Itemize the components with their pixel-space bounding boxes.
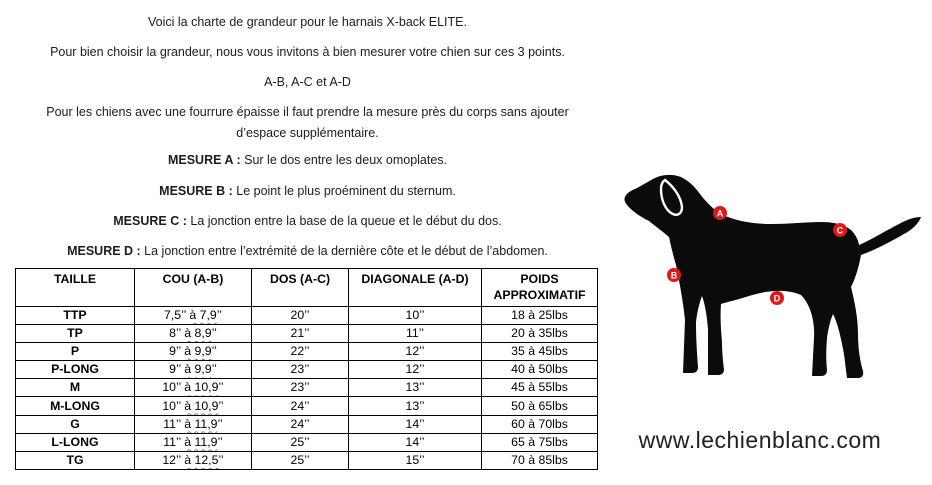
cou-pre: 10’’ xyxy=(162,380,185,395)
cou-pre: 9’’ xyxy=(169,362,185,377)
dog-diagram xyxy=(613,158,932,408)
cell-poids: 50 à 65lbs xyxy=(482,397,598,415)
cou-misspell: à 10,9 xyxy=(184,398,219,413)
measure-b-text: Le point le plus proéminent du sternum. xyxy=(232,184,456,198)
measure-b-label: MESURE B : xyxy=(159,184,233,198)
cell-poids: 20 à 35lbs xyxy=(482,325,598,343)
cell-taille: TG xyxy=(16,451,135,469)
cell-dos: 25’’ xyxy=(252,433,349,451)
cell-cou xyxy=(135,361,252,379)
table-row xyxy=(16,343,598,361)
marker-c xyxy=(833,223,847,237)
cell-diagonale: 11’’ xyxy=(349,325,482,343)
cou-post: ’’ xyxy=(218,380,224,395)
intro-line-2: Pour bien choisir la grandeur, nous vous invitons à bien mesurer votre chien sur ces 3 points. xyxy=(50,45,565,59)
cell-cou xyxy=(135,451,252,469)
size-table xyxy=(15,268,598,470)
marker-d-label: D xyxy=(773,293,781,304)
cell-diagonale: 14’’ xyxy=(349,415,482,433)
table-header-row xyxy=(16,269,598,307)
cou-misspell: à 11,9 xyxy=(184,434,218,449)
cell-taille: L-LONG xyxy=(16,433,135,451)
cell-dos: 24’’ xyxy=(252,397,349,415)
cou-misspell: à 12,5 xyxy=(184,452,219,467)
website-url: www.lechienblanc.com xyxy=(638,427,882,453)
cell-cou xyxy=(135,433,252,451)
cell-cou xyxy=(135,325,252,343)
cell-diagonale: 14’’ xyxy=(349,433,482,451)
cell-dos: 21’’ xyxy=(252,325,349,343)
header-cou: COU (A-B) xyxy=(135,269,252,307)
cou-misspell: à 10,9 xyxy=(184,380,219,395)
cell-taille: M-LONG xyxy=(16,397,135,415)
cell-dos: 23’’ xyxy=(252,361,349,379)
cell-taille: TTP xyxy=(16,307,135,325)
cou-post: ’’ xyxy=(216,308,222,323)
header-dos: DOS (A-C) xyxy=(252,269,349,307)
intro-line-4-text: Pour les chiens avec une fourrure épaisse il faut prendre la mesure près du corps sans ajouter d’espace supplémentaire. xyxy=(46,105,569,140)
cell-taille: TP xyxy=(16,325,135,343)
cell-poids: 45 à 55lbs xyxy=(482,379,598,397)
marker-a-label: A xyxy=(716,208,724,219)
cell-cou xyxy=(135,379,252,397)
cell-taille: P-LONG xyxy=(16,361,135,379)
cell-dos: 25’’ xyxy=(252,451,349,469)
cell-dos: 24’’ xyxy=(252,415,349,433)
intro-line-1: Voici la charte de grandeur pour le harnais X-back ELITE. xyxy=(148,15,467,29)
measure-a-label: MESURE A : xyxy=(167,153,241,167)
table-row xyxy=(16,307,598,325)
cou-pre: 9’’ xyxy=(169,344,185,359)
cell-diagonale: 13’’ xyxy=(349,379,482,397)
measure-c-text: La jonction entre la base de la queue et le début du dos. xyxy=(186,214,502,228)
cell-poids: 70 à 85lbs xyxy=(482,451,598,469)
cell-cou xyxy=(135,415,252,433)
measure-d-text: La jonction entre l’extrémité de la dernière côte et le début de l’abdomen. xyxy=(140,244,548,258)
cell-cou xyxy=(135,307,252,325)
cell-taille: G xyxy=(16,415,135,433)
table-row xyxy=(16,415,598,433)
cell-cou xyxy=(135,397,252,415)
cell-dos: 22’’ xyxy=(252,343,349,361)
cell-taille: P xyxy=(16,343,135,361)
cell-dos: 23’’ xyxy=(252,379,349,397)
cell-poids: 60 à 70lbs xyxy=(482,415,598,433)
cou-post: ’’ xyxy=(211,362,217,377)
cou-post: ’’ xyxy=(217,416,223,431)
cell-diagonale: 10’’ xyxy=(349,307,482,325)
cou-post: ’’ xyxy=(217,434,223,449)
marker-d xyxy=(770,291,784,305)
table-row xyxy=(16,397,598,415)
cell-taille: M xyxy=(16,379,135,397)
cell-poids: 40 à 50lbs xyxy=(482,361,598,379)
cell-poids: 65 à 75lbs xyxy=(482,433,598,451)
marker-c-label: C xyxy=(836,225,844,236)
table-row xyxy=(16,433,598,451)
cou-pre: 11’’ xyxy=(163,416,185,431)
cell-diagonale: 13’’ xyxy=(349,397,482,415)
table-row xyxy=(16,361,598,379)
measure-a-line xyxy=(0,150,615,171)
table-row xyxy=(16,325,598,343)
cou-pre: 10’’ xyxy=(162,398,185,413)
cell-poids: 18 à 25lbs xyxy=(482,307,598,325)
cou-post: ’’ xyxy=(211,344,217,359)
cou-pre: 8’’ xyxy=(169,326,185,341)
cou-misspell: à 9,9 xyxy=(184,344,212,359)
cou-post: ’’ xyxy=(211,326,217,341)
cell-diagonale: 12’’ xyxy=(349,343,482,361)
measure-a-text: Sur le dos entre les deux omoplates. xyxy=(240,153,448,167)
cou-misspell: à 7,9 xyxy=(189,308,217,323)
cou-pre: 12’’ xyxy=(162,452,185,467)
header-poids: POIDS APPROXIMATIF xyxy=(482,269,598,307)
measure-b-line xyxy=(0,181,615,202)
intro-line-3: A-B, A-C et A-D xyxy=(264,75,351,89)
cou-misspell: à 9,9 xyxy=(184,362,212,377)
marker-b-label: B xyxy=(670,270,678,281)
header-taille: TAILLE xyxy=(16,269,135,307)
measure-d-line xyxy=(0,241,615,262)
cou-post: ’’ xyxy=(218,398,224,413)
dog-silhouette-svg xyxy=(613,158,932,408)
cou-misspell: à 8,9 xyxy=(184,326,212,341)
table-row xyxy=(16,379,598,397)
intro-line-4 xyxy=(0,102,615,144)
cell-diagonale: 12’’ xyxy=(349,361,482,379)
measure-d-label: MESURE D : xyxy=(67,244,141,258)
cell-cou xyxy=(135,343,252,361)
cou-post: ’’ xyxy=(218,452,224,467)
measure-c-label: MESURE C : xyxy=(113,214,187,228)
cell-dos: 20’’ xyxy=(252,307,349,325)
marker-b xyxy=(667,268,681,282)
cou-pre: 7,5’’ xyxy=(164,308,190,323)
cou-pre: 11’’ xyxy=(163,434,185,449)
cell-diagonale: 15’’ xyxy=(349,451,482,469)
cou-misspell: à 11,9 xyxy=(184,416,218,431)
table-row xyxy=(16,451,598,469)
marker-a xyxy=(713,206,727,220)
cell-poids: 35 à 45lbs xyxy=(482,343,598,361)
measure-c-line xyxy=(0,211,615,232)
header-diagonale: DIAGONALE (A-D) xyxy=(349,269,482,307)
